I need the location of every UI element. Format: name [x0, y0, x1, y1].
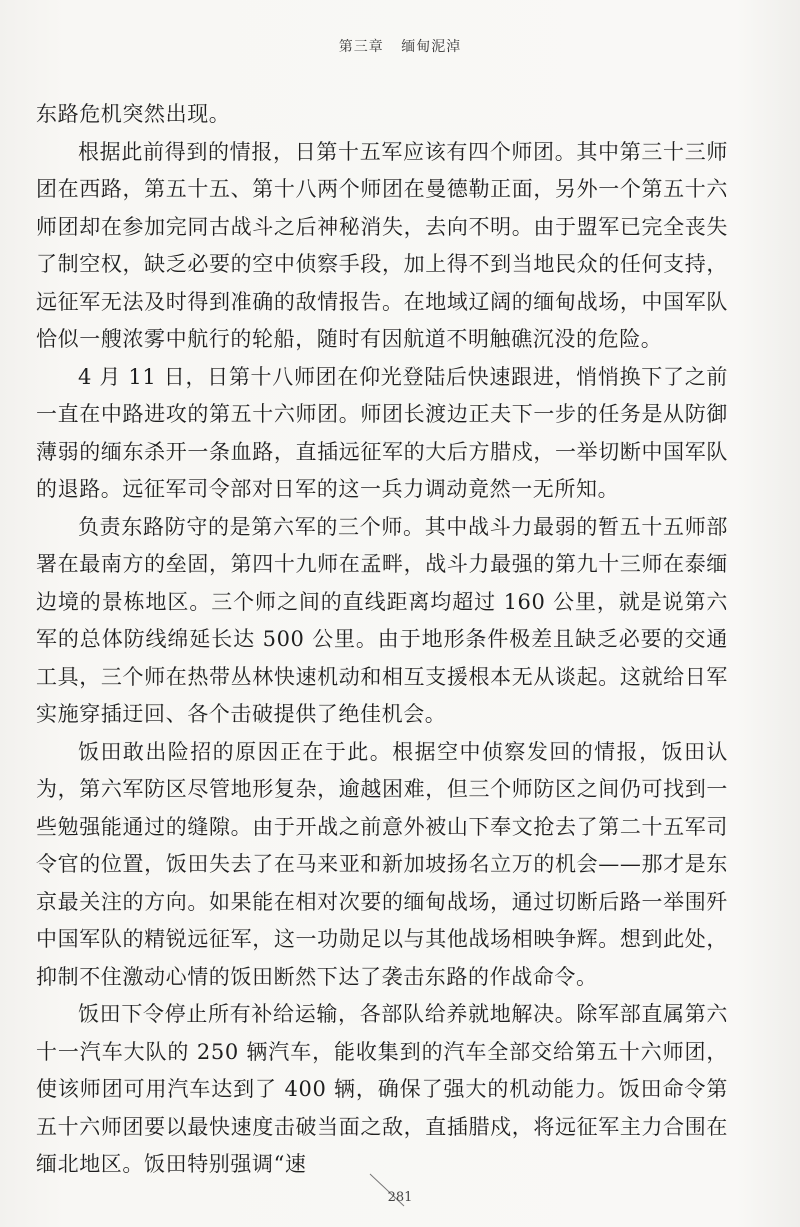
chapter-number: 第三章	[338, 39, 384, 55]
paragraph: 4 月 11 日，日第十八师团在仰光登陆后快速跟进，悄悄换下了之前一直在中路进攻的第五十六师团。师团长渡边正夫下一步的任务是从防御薄弱的缅东杀开一条血路，直插远征军的大后方腊戍，一举切断中国军队的退路。远征军司令部对日军的这一兵力调动竟然一无所知。	[36, 364, 728, 501]
paragraph: 饭田下令停止所有补给运输，各部队给养就地解决。除军部直属第六十一汽车大队的 250 辆汽车，能收集到的汽车全部交给第五十六师团，使该师团可用汽车达到了 400 辆，确保了强大的机动能力。饭田命令第五十六师团要以最快速度击破当面之敌，直插腊戍，将远征军主力合围在缅北地区。饭田特别强调“速	[36, 1002, 728, 1176]
chapter-title: 缅甸泥淖	[401, 39, 462, 55]
page-number: 281	[387, 1190, 413, 1205]
paragraph: 东路危机突然出现。	[36, 102, 231, 126]
paragraph: 负责东路防守的是第六军的三个师。其中战斗力最弱的暂五十五师部署在最南方的垒固，第四十九师在孟畔，战斗力最强的第九十三师在泰缅边境的景栋地区。三个师之间的直线距离均超过 160 公里，就是说第六军的总体防线绵延长达 500 公里。由于地形条件极差且缺乏必要的交通工具，三个师在热带丛林快速机动和相互支援根本无从谈起。这就给日军实施穿插迂回、各个击破提供了绝佳机会。	[36, 514, 728, 726]
body-text	[36, 96, 728, 1184]
running-head	[0, 36, 800, 56]
paragraph: 饭田敢出险招的原因正在于此。根据空中侦察发回的情报，饭田认为，第六军防区尽管地形复杂，逾越困难，但三个师防区之间仍可找到一些勉强能通过的缝隙。由于开战之前意外被山下奉文抢去了第二十五军司令官的位置，饭田失去了在马来亚和新加坡扬名立万的机会——那才是东京最关注的方向。如果能在相对次要的缅甸战场，通过切断后路一举围歼中国军队的精锐远征军，这一功勋足以与其他战场相映争辉。想到此处，抑制不住激动心情的饭田断然下达了袭击东路的作战命令。	[36, 739, 728, 989]
paragraph: 根据此前得到的情报，日第十五军应该有四个师团。其中第三十三师团在西路，第五十五、第十八两个师团在曼德勒正面，另外一个第五十六师团却在参加完同古战斗之后神秘消失，去向不明。由于盟军已完全丧失了制空权，缺乏必要的空中侦察手段，加上得不到当地民众的任何支持，远征军无法及时得到准确的敌情报告。在地域辽阔的缅甸战场，中国军队恰似一艘浓雾中航行的轮船，随时有因航道不明触礁沉没的危险。	[36, 139, 728, 351]
